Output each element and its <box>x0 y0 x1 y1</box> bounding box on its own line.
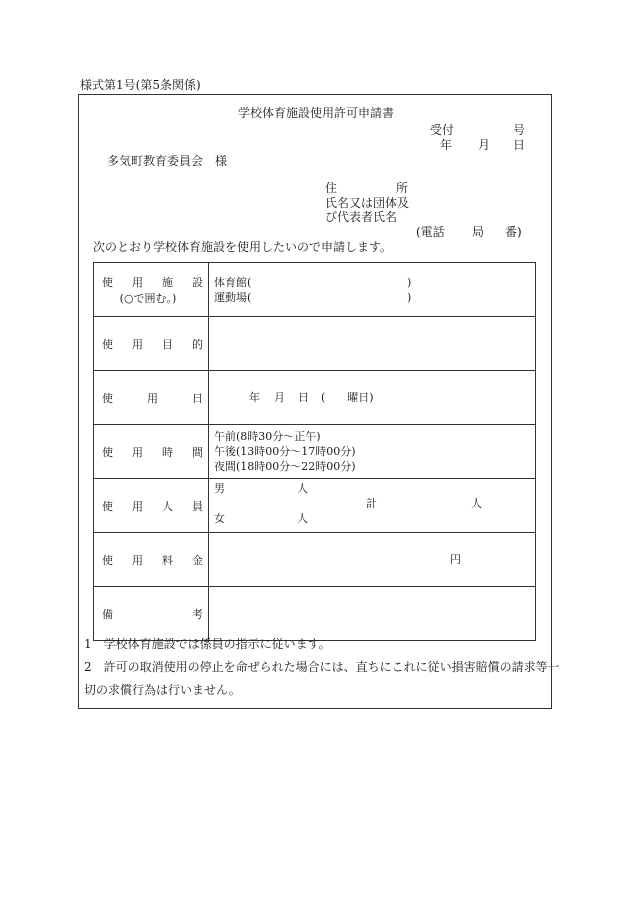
label-char: 使 <box>102 445 113 459</box>
receipt-number-label: 号 <box>513 123 526 137</box>
receipt-month-label: 月 <box>478 138 491 152</box>
label-char: 用 <box>132 499 143 513</box>
receipt-year-label: 年 <box>440 138 453 152</box>
time-option-pm: 午後(13時00分～17時00分) <box>214 445 356 458</box>
label-char: 人 <box>162 499 173 513</box>
application-table <box>93 262 536 641</box>
female-person-unit: 人 <box>297 512 308 525</box>
intro-text: 次のとおり学校体育施設を使用したいので申請します。 <box>93 240 393 254</box>
purpose-value-cell[interactable] <box>209 317 536 371</box>
time-label-cell <box>94 425 209 479</box>
address-label-2: 所 <box>396 181 409 195</box>
row-facility <box>94 263 536 317</box>
purpose-label-cell <box>94 317 209 371</box>
total-person-unit: 人 <box>471 497 482 510</box>
row-remarks <box>94 587 536 641</box>
facility-label-cell <box>94 263 209 317</box>
time-option-night: 夜間(18時00分～22時00分) <box>214 460 356 473</box>
field-option: 運動場( <box>214 291 252 304</box>
gym-close-paren: ) <box>407 276 412 289</box>
note-2-line-1: 2 許可の取消使用の停止を命ぜられた場合には、直ちにこれに従い損害賠償の請求等一 <box>84 660 560 674</box>
receipt-day-label: 日 <box>513 138 526 152</box>
label-char: 考 <box>192 607 203 621</box>
label-char: 使 <box>102 391 113 405</box>
label-char: 使 <box>102 337 113 351</box>
date-value-cell[interactable] <box>209 371 536 425</box>
phone-kyoku-label: 局 <box>472 225 485 239</box>
label-char: 用 <box>132 337 143 351</box>
label-char: 員 <box>192 499 203 513</box>
label-char: 料 <box>162 553 173 567</box>
remarks-label-cell <box>94 587 209 641</box>
label-char: 用 <box>132 553 143 567</box>
time-option-am: 午前(8時30分～正午) <box>214 430 321 443</box>
row-fee <box>94 533 536 587</box>
date-month-label: 月 <box>274 391 285 404</box>
people-value-cell[interactable] <box>209 479 536 533</box>
label-char: 設 <box>192 275 203 289</box>
gym-option: 体育館( <box>214 276 252 289</box>
male-label: 男 <box>214 482 225 495</box>
label-char: 使 <box>102 275 113 289</box>
time-value-cell[interactable] <box>209 425 536 479</box>
label-char: 金 <box>192 553 203 567</box>
date-year-label: 年 <box>249 391 260 404</box>
remarks-value-cell[interactable] <box>209 587 536 641</box>
label-char: 使 <box>102 553 113 567</box>
yen-unit: 円 <box>450 553 461 566</box>
receipt-label: 受付 <box>430 123 455 137</box>
female-label: 女 <box>214 512 225 525</box>
address-label-1: 住 <box>325 181 338 195</box>
row-purpose <box>94 317 536 371</box>
row-date <box>94 371 536 425</box>
people-label-cell <box>94 479 209 533</box>
label-char: 使 <box>102 499 113 513</box>
label-char: 施 <box>162 275 173 289</box>
facility-label-sub: (○で囲む。) <box>119 291 177 305</box>
label-char: 用 <box>132 275 143 289</box>
label-char: 日 <box>192 391 203 405</box>
applicant-name-label-2: び代表者氏名 <box>325 210 398 224</box>
note-2-line-2: 切の求償行為は行いません。 <box>84 683 241 697</box>
total-label: 計 <box>366 497 377 510</box>
phone-ban-label: 番) <box>505 225 522 239</box>
row-time <box>94 425 536 479</box>
addressee: 多気町教育委員会 様 <box>107 154 228 168</box>
fee-value-cell[interactable] <box>209 533 536 587</box>
label-char: 用 <box>132 445 143 459</box>
form-number: 様式第1号(第5条関係) <box>80 78 201 92</box>
date-dow-label: ( 曜日) <box>321 391 374 404</box>
label-char: 用 <box>147 391 158 405</box>
label-char: 目 <box>162 337 173 351</box>
date-day-label: 日 <box>298 391 309 404</box>
phone-label: (電話 <box>416 225 445 239</box>
label-char: 間 <box>192 445 203 459</box>
date-label-cell <box>94 371 209 425</box>
applicant-name-label-1: 氏名又は団体及 <box>325 196 410 210</box>
label-char: 時 <box>162 445 173 459</box>
row-people <box>94 479 536 533</box>
field-close-paren: ) <box>407 291 412 304</box>
fee-label-cell <box>94 533 209 587</box>
label-char: 的 <box>192 337 203 351</box>
label-char: 備 <box>102 607 113 621</box>
facility-value-cell[interactable] <box>209 263 536 317</box>
form-title: 学校体育施設使用許可申請書 <box>238 106 395 120</box>
male-person-unit: 人 <box>297 482 308 495</box>
note-1: 1 学校体育施設では係員の指示に従います。 <box>84 637 331 651</box>
